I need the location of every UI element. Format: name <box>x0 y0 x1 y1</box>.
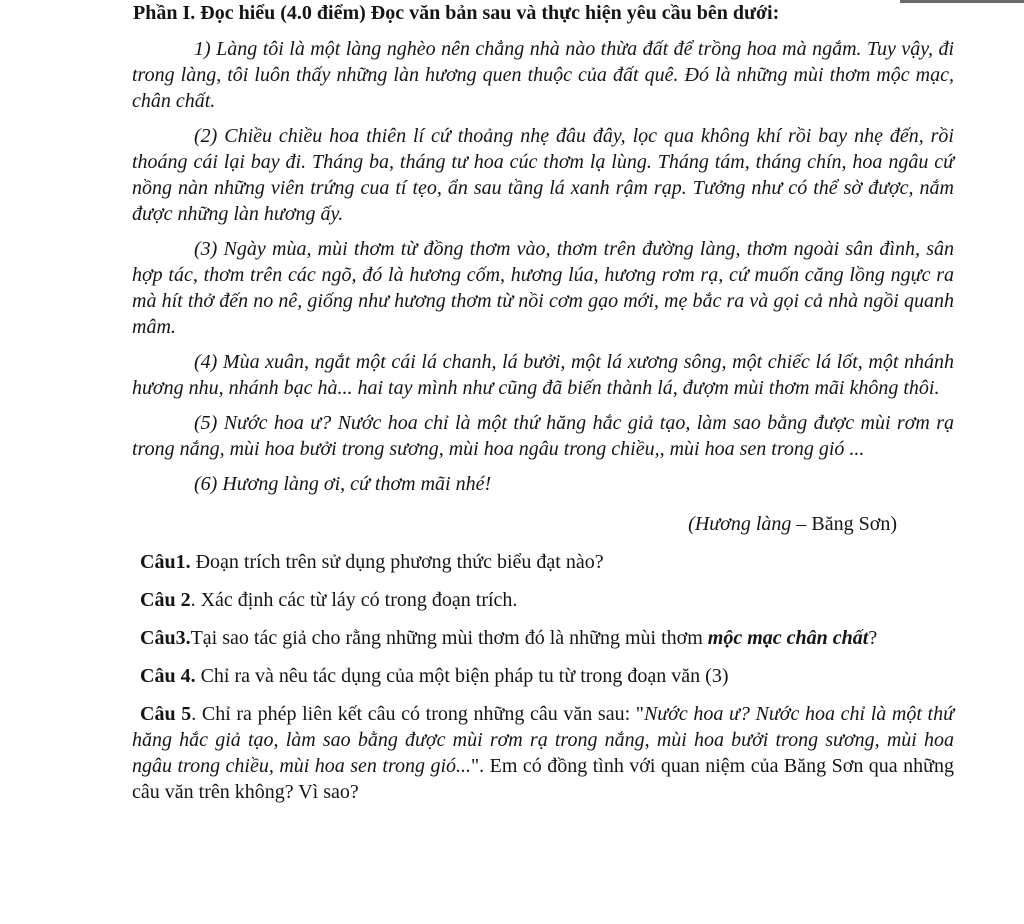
question-5-quote: Nước hoa ư? Nước hoa chỉ là một thứ hăng hắc giả tạo, làm sao bằng được mùi rơm rạ trong nắng, mùi hoa bưởi trong sương, mùi hoa ngâu trong chiều, mùi hoa sen trong gió... <box>132 703 954 777</box>
question-2-text: . Xác định các từ láy có trong đoạn trích. <box>190 589 518 611</box>
source-author: Băng Sơn) <box>811 513 897 535</box>
question-2-label: Câu 2 <box>140 589 191 611</box>
question-5-text: . Chỉ ra phép liên kết câu có trong những câu văn sau: " <box>191 703 644 725</box>
question-3-text: Tại sao tác giả cho rằng những mùi thơm đó là những mùi thơm <box>190 627 708 649</box>
passage-paragraph-1: 1) Làng tôi là một làng nghèo nên chẳng nhà nào thừa đất để trồng hoa mà ngắm. Tuy vậy, đi trong làng, tôi luôn thấy những làn hương quen thuộc của đất quê. Đó là những mùi thơm mộc mạc, chân chất. <box>132 38 954 112</box>
section-heading: Phần I. Đọc hiểu (4.0 điểm) Đọc văn bản sau và thực hiện yêu cầu bên dưới: <box>133 2 780 24</box>
question-5-end: ". Em có đồng tình với quan niệm của Băng Sơn qua những câu văn trên không? Vì sao? <box>132 755 954 803</box>
question-4 <box>132 663 954 689</box>
passage-paragraph-4: (4) Mùa xuân, ngắt một cái lá chanh, lá bưởi, một lá xương sông, một chiếc lá lốt, một nhánh hương nhu, nhánh bạc hà... hai tay mình như cũng đã biến thành lá, đượm mùi thơm mãi không thôi. <box>132 351 954 399</box>
passage-paragraph-3: (3) Ngày mùa, mùi thơm từ đồng thơm vào, thơm trên đường làng, thơm ngoài sân đình, sân hợp tác, thơm trên các ngõ, đó là hương cốm, hương lúa, hương rơm rạ, cứ muốn căng lồng ngực ra mà hít thở đến no nê, giống như hương thơm từ nồi cơm gạo mới, mẹ bắc ra và gọi cả nhà ngồi quanh mâm. <box>132 238 954 338</box>
question-1 <box>132 549 954 575</box>
question-5 <box>132 701 954 805</box>
question-1-label: Câu1. <box>140 551 191 573</box>
question-2 <box>132 587 954 613</box>
question-5-label: Câu 5 <box>140 703 192 725</box>
source-title: (Hương làng – <box>688 513 812 535</box>
question-4-text: Chỉ ra và nêu tác dụng của một biện pháp tu từ trong đoạn văn (3) <box>195 665 729 687</box>
question-3 <box>132 625 954 651</box>
passage-paragraph-2: (2) Chiều chiều hoa thiên lí cứ thoảng nhẹ đâu đây, lọc qua không khí rồi bay nhẹ đến, rồi thoáng cái lại bay đi. Tháng ba, tháng tư hoa cúc thơm lạ lùng. Tháng tám, tháng chín, hoa ngâu cứ nồng nàn những viên trứng cua tí tẹo, ẩn sau tầng lá xanh rậm rạp. Tưởng như có thể sờ được, nắm được những làn hương ấy. <box>132 125 954 225</box>
passage-paragraph-6: (6) Hương làng ơi, cứ thơm mãi nhé! <box>194 473 492 495</box>
question-3-label: Câu3. <box>140 627 191 649</box>
question-3-emphasis: mộc mạc chân chất <box>707 627 869 649</box>
question-4-label: Câu 4. <box>140 665 196 687</box>
question-1-text: Đoạn trích trên sử dụng phương thức biểu đạt nào? <box>190 551 604 573</box>
question-3-end: ? <box>868 627 878 649</box>
passage-paragraph-5: (5) Nước hoa ư? Nước hoa chỉ là một thứ hăng hắc giả tạo, làm sao bằng được mùi rơm rạ trong nắng, mùi hoa bưởi trong sương, mùi hoa ngâu trong chiều,, mùi hoa sen trong gió ... <box>132 412 954 460</box>
document-page <box>132 0 954 805</box>
passage-source <box>132 511 897 537</box>
